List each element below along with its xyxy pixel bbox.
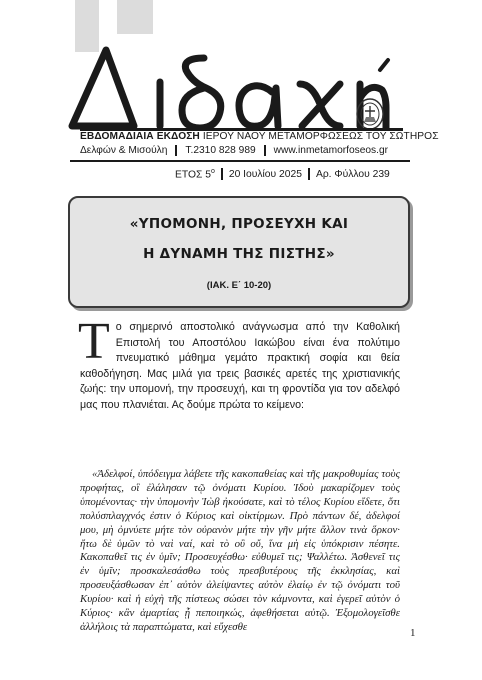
intro-text: ο σημερινό αποστολικό ανάγνωσμα από την Καθολική Επιστολή του Αποστόλου Ιακώβου είναι ένα πολύτιμο πνευματικό μάθημα γεμάτο πρακτική σοφία και θεία καθοδήγηση. Μας μιλά για τρεις βασικές αρετές της χριστιανικής ζωής: την υπομονή, την προσευχή, και τη φροντίδα για τον αδελφό μας που πλανιέται. Ας δούμε πρώτα το κείμενο: bbox=[80, 321, 400, 411]
issue-date: 20 Ιουλίου 2025 bbox=[228, 168, 302, 180]
church-emblem-icon bbox=[355, 97, 385, 131]
issue-year: ΕΤΟΣ $5^o$ bbox=[175, 168, 215, 181]
issue-info bbox=[175, 168, 390, 180]
publication-type: ΕΒΔΟΜΑΔΙΑΙΑ ΕΚΔΟΣΗ bbox=[80, 131, 200, 142]
page-number: 1 bbox=[410, 627, 416, 639]
intro-paragraph bbox=[78, 313, 400, 413]
scripture-reference: (ΙΑΚ. Ε΄ 10-20) bbox=[206, 280, 272, 291]
divider bbox=[175, 145, 177, 156]
decorative-gray-block bbox=[117, 0, 153, 34]
masthead-contact-line bbox=[80, 145, 420, 156]
phone: Τ.2310 828 989 bbox=[185, 145, 256, 156]
divider bbox=[221, 168, 223, 180]
website-link[interactable]: www.inmetamorfoseos.gr bbox=[273, 145, 389, 156]
article-title-line1: «ΥΠΟΜΟΝΗ, ΠΡΟΣΕΥΧΗ ΚΑΙ bbox=[129, 216, 349, 232]
article-title-box bbox=[68, 196, 410, 308]
divider bbox=[308, 168, 310, 180]
issue-sheet-number: Αρ. Φύλλου 239 bbox=[315, 168, 390, 180]
divider bbox=[264, 145, 266, 156]
article-title-line2: Η ΔΥΝΑΜΗ ΤΗΣ ΠΙΣΤΗΣ» bbox=[143, 246, 335, 262]
masthead-bottom-rule bbox=[70, 160, 410, 162]
masthead-publisher-line bbox=[80, 131, 439, 142]
scripture-quote: «Ἀδελφοί, ὑπόδειγμα λάβετε τῆς κακοπαθείας καὶ τῆς μακροθυμίας τοὺς προφήτας, οἳ ἐλάλησαν τῷ ὀνόματι Κυρίου. Ἰδοὺ μακαρίζομεν τοὺς ὑπομένοντας· τὴν ὑπομονὴν Ἰὼβ ἠκούσατε, καὶ τὸ τέλος Κυρίου εἴδετε, ὅτι πολύσπλαγχνός ἐστιν ὁ Κύριος καὶ οἰκτίρμων. Πρὸ πάντων δέ, ἀδελφοί μου, μὴ ὀμνύετε μήτε τὸν οὐρανὸν μήτε τὴν γῆν μήτε ἄλλον τινὰ ὅρκον· ἤτω δὲ ὑμῶν τὸ ναὶ ναί, καὶ τὸ οὒ οὔ, ἵνα μὴ εἰς ὑπόκρισιν πέσητε. Κακοπαθεῖ τις ἐν ὑμῖν; Προσευχέσθω· εὐθυμεῖ τις; Ψαλλέτω. Ἀσθενεῖ τις ἐν ὑμῖν; προσκαλεσάσθω τοὺς πρεσβυτέρους τῆς ἐκκλησίας, καὶ προσευξάσθωσαν ἐπ᾽ αὐτὸν ἀλείψαντες αὐτὸν ἐλαίῳ ἐν τῷ ὀνόματι τοῦ Κυρίου· καὶ ἡ εὐχὴ τῆς πίστεως σώσει τὸν κάμνοντα, καὶ ἐγερεῖ αὐτὸν ὁ Κύριος· κἂν ἁμαρτίας ᾖ πεποιηκώς, ἀφεθήσεται αὐτῷ. Ἐξομολογεῖσθε ἀλλήλοις τὰ παραπτώματα, καὶ εὔχεσθε bbox=[80, 468, 400, 633]
church-name: ΙΕΡΟΥ ΝΑΟΥ ΜΕΤΑΜΟΡΦΩΣΕΩΣ ΤΟΥ ΣΩΤΗΡΟΣ bbox=[202, 131, 439, 142]
didachi-logo bbox=[64, 38, 394, 130]
drop-cap: Τ bbox=[78, 313, 110, 370]
address: Δελφών & Μισούλη bbox=[80, 145, 168, 156]
